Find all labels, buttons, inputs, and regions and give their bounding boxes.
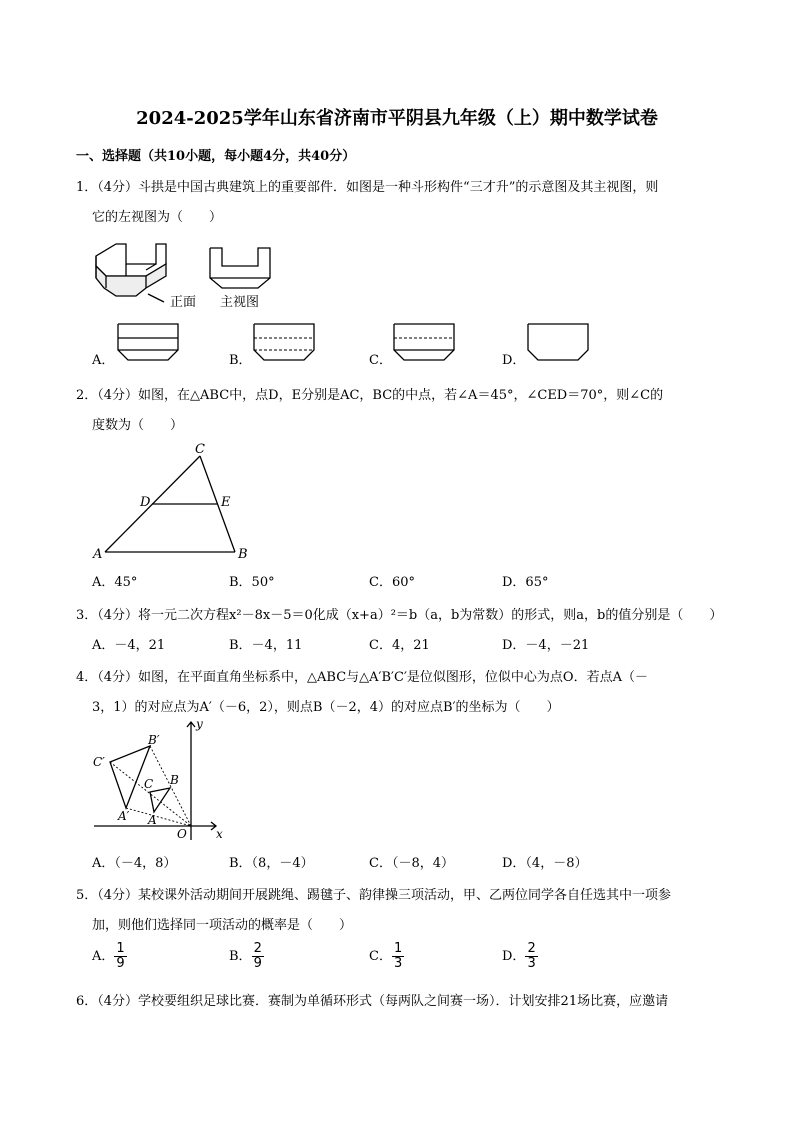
q3-option-a: A．－4，21	[92, 638, 166, 653]
q2-label-e: E	[221, 495, 231, 510]
q2-label-d: D	[140, 495, 151, 510]
q5-option-a	[92, 942, 127, 971]
q5-option-b-numerator: 2	[253, 941, 262, 956]
q1-option-c-figure	[392, 322, 456, 362]
q5-option-c-numerator: 1	[393, 941, 403, 956]
q5-option-a-label: A．	[92, 949, 115, 964]
q5-option-c-fraction	[392, 942, 404, 971]
q2-label-a: A	[93, 547, 103, 562]
q4-option-d: D．（4，－8）	[502, 856, 588, 871]
q5-option-a-denominator: 9	[116, 956, 125, 971]
q2-label-c: C	[195, 442, 205, 457]
q1-label-front: 正面	[170, 295, 197, 310]
q1-option-b: B．	[229, 353, 252, 368]
q1-option-c: C．	[369, 353, 392, 368]
q4-label-y: y	[196, 717, 203, 731]
q3-option-d: D．－4，－21	[502, 638, 590, 653]
q2-option-a: A．45°	[92, 575, 138, 590]
q2-label-b: B	[238, 547, 248, 562]
q1-option-a-figure	[116, 322, 180, 362]
page-title: 2024-2025学年山东省济南市平阴县九年级（上）期中数学试卷	[136, 108, 658, 129]
q2-line1: 2．（4分）如图，在△ABC中，点D，E分别是AC，BC的中点，若∠A＝45°，∠CED＝70°，则∠C的	[76, 388, 664, 403]
q5-option-c-label: C．	[369, 949, 392, 964]
q5-option-d-fraction	[525, 942, 537, 971]
q1-option-d: D．	[502, 353, 526, 368]
q5-option-a-fraction	[114, 942, 126, 971]
q5-line1: 5．（4分）某校课外活动期间开展跳绳、踢毽子、韵律操三项活动，甲、乙两位同学各自任选其中一项参	[76, 888, 672, 903]
q5-line2: 加，则他们选择同一项活动的概率是（ ）	[92, 918, 353, 933]
q3-option-b: B．－4，11	[229, 638, 303, 653]
q4-label-x: x	[216, 827, 223, 841]
q4-label-a: A	[148, 813, 157, 827]
q5-option-b-fraction	[252, 942, 264, 971]
q4-figure	[90, 716, 230, 842]
q5-option-a-numerator: 1	[116, 941, 125, 956]
q4-label-c1: C′	[93, 755, 105, 769]
q4-label-b: B	[170, 773, 179, 787]
q2-option-d: D．65°	[502, 575, 549, 590]
q2-line2: 度数为（ ）	[92, 418, 184, 433]
q5-option-b-label: B．	[229, 949, 252, 964]
q1-option-a: A．	[92, 353, 115, 368]
q4-line1: 4．（4分）如图，在平面直角坐标系中，△ABC与△A′B′C′是位似图形，位似中心为点O．若点A（－	[76, 670, 648, 685]
q2-option-b: B．50°	[229, 575, 275, 590]
q4-label-o: O	[177, 827, 187, 841]
q5-option-b-denominator: 9	[253, 956, 262, 971]
q4-option-c: C．（－8，4）	[369, 856, 454, 871]
q4-line2: 3，1）的对应点为A′（－6，2），则点B（－2，4）的对应点B′的坐标为（ ）	[92, 700, 560, 715]
q1-figure	[86, 236, 286, 316]
q1-option-d-figure	[526, 322, 590, 362]
q5-option-d-label: D．	[502, 949, 526, 964]
q1-line2: 它的左视图为（ ）	[92, 210, 223, 225]
q1-option-b-figure	[252, 322, 316, 362]
q3-line1: 3．（4分）将一元二次方程x²－8x－5＝0化成（x+a）²＝b（a，b为常数）的形式，则a，b的值分别是（ ）	[76, 608, 723, 623]
q5-option-d	[502, 942, 538, 971]
q5-option-b	[229, 942, 264, 971]
q4-label-a1: A′	[118, 809, 130, 823]
q1-label-main: 主视图	[220, 295, 260, 310]
q6-line1: 6．（4分）学校要组织足球比赛．赛制为单循环形式（每两队之间赛一场）．计划安排21场比赛，应邀请	[76, 994, 669, 1009]
q1-line1: 1．（4分）斗拱是中国古典建筑上的重要部件．如图是一种斗形构件“三才升”的示意图及其主视图，则	[76, 180, 659, 195]
q5-option-c	[369, 942, 404, 971]
q4-label-c: C	[144, 777, 154, 791]
q2-option-c: C．60°	[369, 575, 415, 590]
q3-option-c: C．4，21	[369, 638, 430, 653]
q4-option-a: A．（－4，8）	[92, 856, 177, 871]
q4-label-b1: B′	[148, 733, 160, 747]
q5-option-d-denominator: 3	[527, 956, 536, 971]
q5-option-c-denominator: 3	[393, 956, 403, 971]
q4-option-b: B．（8，－4）	[229, 856, 314, 871]
q2-figure	[90, 440, 260, 565]
q5-option-d-numerator: 2	[527, 941, 536, 956]
section-heading: 一、选择题（共10小题，每小题4分，共40分）	[76, 149, 356, 164]
